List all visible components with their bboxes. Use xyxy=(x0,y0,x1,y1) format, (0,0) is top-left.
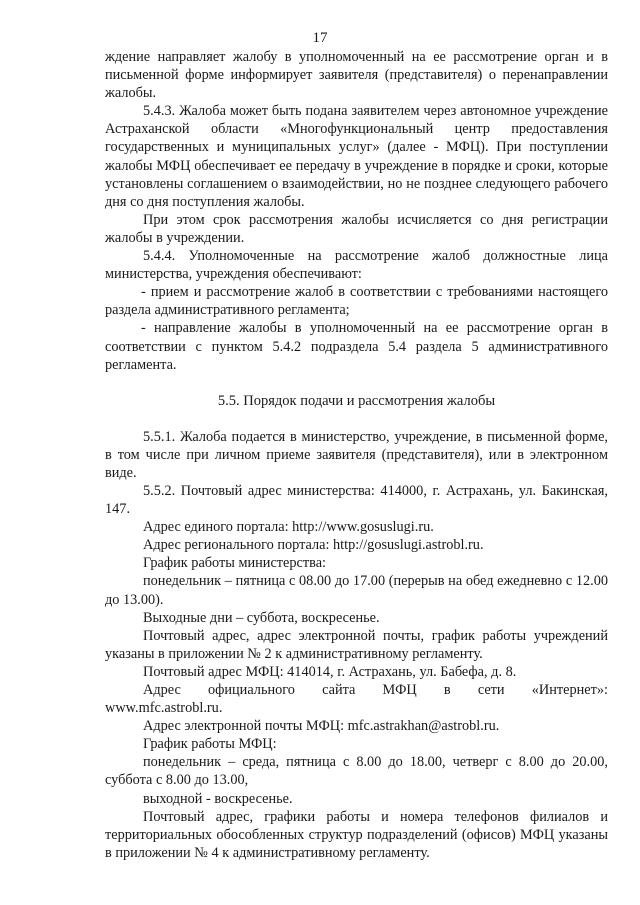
paragraph-p6: - направление жалобы в уполномоченный на ее рассмотрение орган в соответствии с пунктом 5.4.2 подраздела 5.4 раздела 5 административного регламента. xyxy=(105,320,608,373)
paragraph-p4: 5.4.4. Уполномоченные на рассмотрение жалоб должностные лица министерства, учреждения обеспечивают: xyxy=(105,248,608,283)
paragraph-q11: Адрес электронной почты МФЦ: mfc.astrakhan@astrobl.ru. xyxy=(143,718,500,735)
section-heading: 5.5. Порядок подачи и рассмотрения жалобы xyxy=(217,392,496,409)
document-body xyxy=(105,48,608,862)
paragraph-q5: График работы министерства: xyxy=(143,555,327,572)
paragraph-p5: - прием и рассмотрение жалоб в соответствии с требованиями настоящего раздела административного регламента; xyxy=(105,284,608,319)
paragraphs-after xyxy=(105,428,608,862)
paragraph-q15: Почтовый адрес, графики работы и номера телефонов филиалов и территориальных обособленных структур подразделений (офисов) МФЦ указаны в приложении № 4 к административному регламенту. xyxy=(105,808,608,861)
paragraph-q14: выходной - воскресенье. xyxy=(143,790,293,807)
paragraph-q12: График работы МФЦ: xyxy=(143,736,277,753)
paragraph-q13: понедельник – среда, пятница с 8.00 до 18.00, четверг с 8.00 до 20.00, суббота с 8.00 до 13.00, xyxy=(105,754,608,789)
page-number: 17 xyxy=(312,30,328,46)
paragraph-q4: Адрес регионального портала: http://gosuslugi.astrobl.ru. xyxy=(143,537,484,554)
paragraphs-before xyxy=(105,48,608,374)
paragraph-q6: понедельник – пятница с 08.00 до 17.00 (перерыв на обед ежедневно с 12.00 до 13.00). xyxy=(105,573,608,608)
paragraph-q9: Почтовый адрес МФЦ: 414014, г. Астрахань, ул. Бабефа, д. 8. xyxy=(143,663,517,680)
paragraph-q8: Почтовый адрес, адрес электронной почты, график работы учреждений указаны в приложении № 2 к административному регламенту. xyxy=(105,627,608,662)
paragraph-q10: Адрес официального сайта МФЦ в сети «Интернет»: xyxy=(143,682,608,698)
paragraph-q2: 5.5.2. Почтовый адрес министерства: 414000, г. Астрахань, ул. Бакинская, 147. xyxy=(105,482,608,518)
paragraph-q1: 5.5.1. Жалоба подается в министерство, учреждение, в письменной форме, в том числе при личном приеме заявителя (представителя), или в электронном виде. xyxy=(105,428,608,481)
paragraph-q3: Адрес единого портала: http://www.gosuslugi.ru. xyxy=(143,519,434,536)
paragraph-q7: Выходные дни – суббота, воскресенье. xyxy=(143,609,380,626)
paragraph-q10b: www.mfc.astrobl.ru. xyxy=(105,700,223,717)
paragraph-p2: 5.4.3. Жалоба может быть подана заявителем через автономное учреждение Астраханской области «Многофункциональный центр предоставления государственных и муниципальных услуг» (далее - МФЦ). При поступлении жалобы МФЦ обеспечивает ее передачу в учреждение в порядке и сроки, которые установлены соглашением о взаимодействии, но не позднее следующего рабочего дня со дня поступления жалобы. xyxy=(105,103,608,210)
paragraph-p1: ждение направляет жалобу в уполномоченный на ее рассмотрение орган и в письменной форме информирует заявителя (представителя) о перенаправлении жалобы. xyxy=(105,49,608,102)
paragraph-p3: При этом срок рассмотрения жалобы исчисляется со дня регистрации жалобы в учреждении. xyxy=(105,211,608,246)
